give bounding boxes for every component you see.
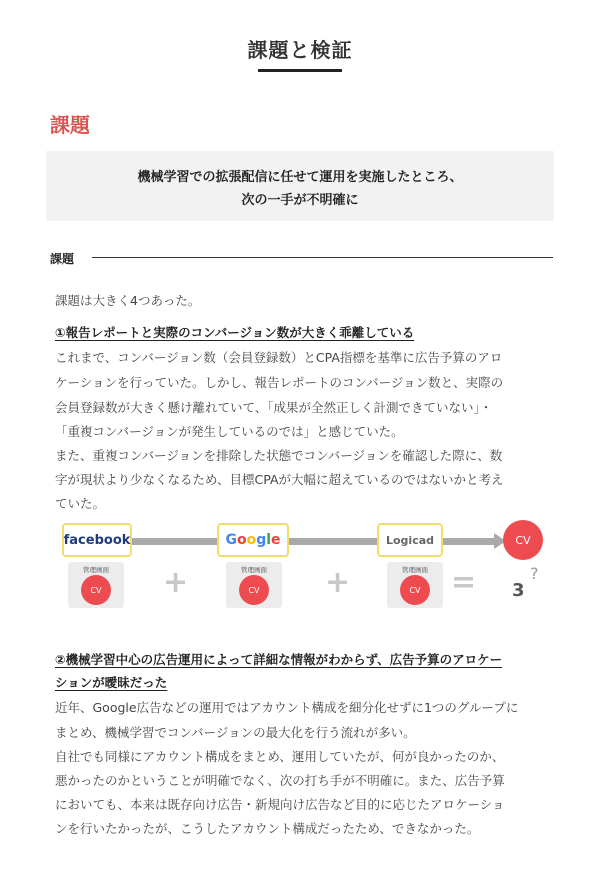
admin-panel-logicad	[387, 562, 443, 608]
panel-label: 管理画面	[402, 566, 428, 574]
issue2-line: 自社でも同様にアカウント構成をまとめ、運用していたが、何が良かったのか、	[55, 749, 505, 764]
google-logo-letter: l	[266, 532, 272, 548]
intro-text: 課題は大きく4つあった。	[55, 293, 201, 308]
issue1-line: また、重複コンバージョンを排除した状態でコンバージョンを確認した際に、数	[55, 448, 503, 463]
google-logo-letter: o	[246, 532, 257, 548]
summary-box	[46, 151, 554, 221]
logicad-logo-box	[377, 523, 443, 557]
issue2-line: においても、本来は既存向け広告・新規向け広告など目的に応じたアロケーショ	[55, 797, 505, 812]
admin-panel-facebook	[68, 562, 124, 608]
plus-icon: +	[325, 565, 351, 600]
question-mark-icon: ?	[530, 564, 539, 583]
panel-label: 管理画面	[83, 566, 109, 574]
google-logo-letter: g	[256, 532, 267, 548]
title-underline	[258, 69, 342, 72]
admin-panel-google	[226, 562, 282, 608]
facebook-logo: facebook	[63, 532, 131, 548]
issue2-line: 近年、Google広告などの運用ではアカウント構成を細分化せずに1つのグループに	[55, 700, 519, 715]
plus-icon: +	[163, 565, 189, 600]
google-logo-box	[217, 523, 289, 557]
issue1-line: 会員登録数が大きく懸け離れていて、「成果が全然正しく計測できていない」・	[55, 400, 493, 415]
flow-line	[130, 538, 500, 545]
issue1-line: 「重複コンバージョンが発生しているのでは」と感じていた。	[55, 424, 404, 439]
result-number: 3	[512, 580, 525, 601]
cv-circle: CV	[400, 575, 430, 605]
issue1-heading: ①報告レポートと実際のコンバージョン数が大きく乖離している	[55, 325, 415, 340]
issue1-line: 字が現状より少なくなるため、目標CPAが大幅に超えているのではないかと考え	[55, 472, 504, 487]
issue1-line: ケーションを行っていた。しかし、報告レポートのコンバージョン数と、実際の	[55, 375, 504, 390]
summary-line: 次の一手が不明確に	[241, 193, 359, 208]
issue2-line: まとめ、機械学習でコンバージョンの最大化を行う流れが多い。	[55, 725, 416, 740]
issue2-line: ンを行いたかったが、こうしたアカウント構成だったため、できなかった。	[55, 821, 480, 836]
equals-icon: =	[451, 565, 477, 600]
page-title: 課題と検証	[247, 38, 353, 62]
issue2-heading: ションが曖昧だった	[55, 675, 168, 690]
cv-circle: CV	[239, 575, 269, 605]
sub-heading-rule	[92, 257, 553, 258]
google-logo-letter: G	[225, 532, 237, 548]
panel-label: 管理画面	[241, 566, 267, 574]
sub-heading: 課題	[50, 252, 75, 266]
google-logo-letter: e	[271, 532, 281, 548]
issue2-heading: ②機械学習中心の広告運用によって詳細な情報がわからず、広告予算のアロケー	[55, 652, 503, 667]
cv-target-circle: CV	[503, 520, 543, 560]
issue2-line: 悪かったのかということが明確でなく、次の打ち手が不明確に。また、広告予算	[55, 773, 505, 788]
google-logo	[225, 532, 280, 548]
google-logo-letter: o	[236, 532, 247, 548]
facebook-logo-box	[62, 523, 132, 557]
summary-line: 機械学習での拡張配信に任せて運用を実施したところ、	[137, 170, 463, 185]
issue1-line: ていた。	[55, 496, 106, 511]
issue1-line: これまで、コンバージョン数（会員登録数）とCPA指標を基準に広告予算のアロ	[55, 350, 503, 365]
cv-circle: CV	[81, 575, 111, 605]
section-heading-issue: 課題	[50, 113, 90, 137]
logicad-logo: Logicad	[385, 533, 435, 547]
